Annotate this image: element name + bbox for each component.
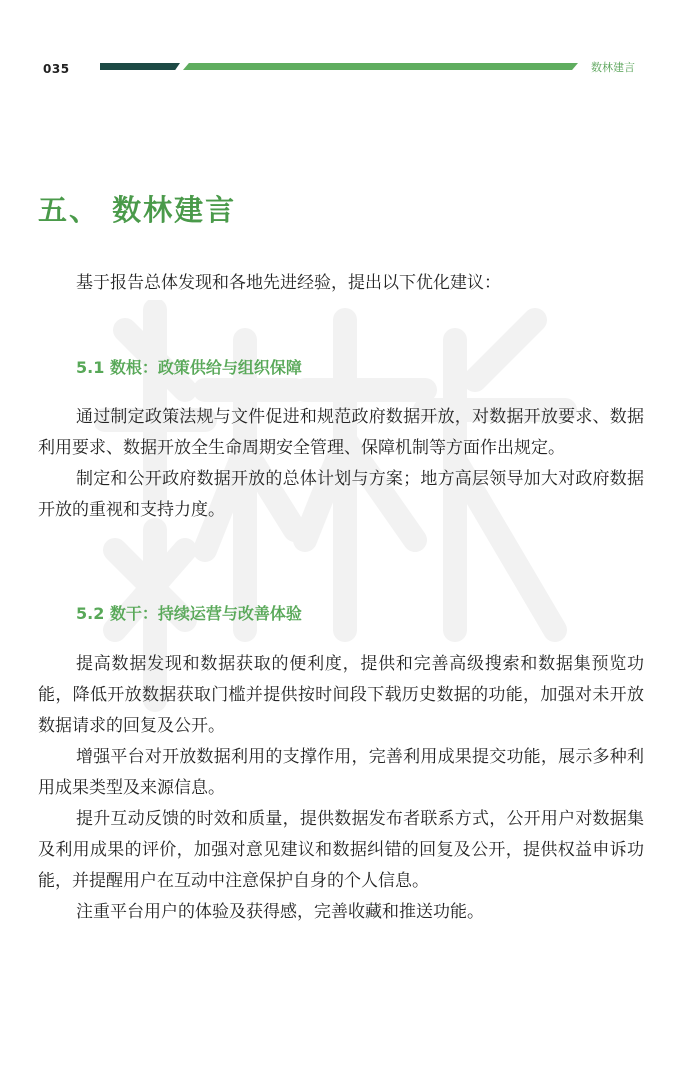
running-section-title: 数林建言: [591, 61, 635, 74]
page-number: 035: [43, 62, 70, 76]
section-heading-5-1: 5.1 数根：政策供给与组织保障: [76, 358, 302, 377]
intro-text: 基于报告总体发现和各地先进经验，提出以下优化建议：: [76, 273, 501, 293]
paragraph: 注重平台用户的体验及获得感，完善收藏和推送功能。: [76, 902, 484, 922]
paragraph: 提高数据发现和数据获取的便利度，提供和完善高级搜索和数据集预览功能，降低开放数据获取门槛并提供按时间段下载历史数据的功能，加强对未开放数据请求的回复及公开。: [38, 654, 644, 736]
paragraph: 制定和公开政府数据开放的总体计划与方案；地方高层领导加大对政府数据开放的重视和支持力度。: [38, 469, 644, 520]
section-heading-5-2: 5.2 数干：持续运营与改善体验: [76, 604, 302, 623]
section-body-5-1: [38, 402, 644, 526]
header-bar-green: [183, 63, 578, 70]
paragraph: 提升互动反馈的时效和质量，提供数据发布者联系方式，公开用户对数据集及利用成果的评价，加强对意见建议和数据纠错的回复及公开，提供权益申诉功能，并提醒用户在互动中注意保护自身的个人信息。: [38, 809, 644, 891]
paragraph: 增强平台对开放数据利用的支撑作用，完善利用成果提交功能，展示多种利用成果类型及来源信息。: [38, 747, 644, 798]
section-body-5-2: [38, 649, 644, 928]
paragraph: 通过制定政策法规与文件促进和规范政府数据开放，对数据开放要求、数据利用要求、数据开放全生命周期安全管理、保障机制等方面作出规定。: [38, 407, 644, 458]
chapter-title: 五、 数林建言: [38, 193, 237, 227]
header-bar-dark: [100, 63, 180, 70]
